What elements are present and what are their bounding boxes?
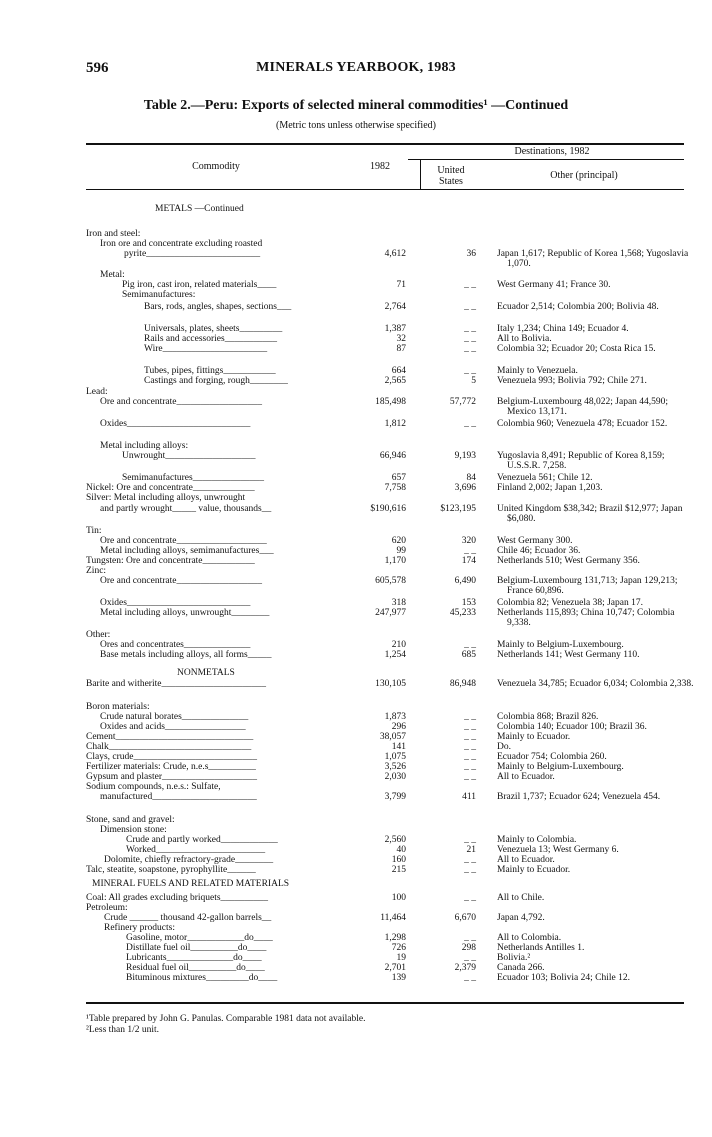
value-1982: 4,612	[384, 249, 406, 259]
commodity-label: Oxides__________________________	[100, 419, 251, 429]
value-other-destinations: Brazil 1,737; Ecuador 624; Venezuela 454.	[497, 792, 661, 802]
commodity-label: Pig iron, cast iron, related materials____	[122, 280, 277, 290]
value-other-destinations: Mainly to Ecuador.	[497, 865, 571, 875]
value-united-states: 9,193	[454, 451, 476, 461]
value-1982: 2,764	[384, 302, 406, 312]
value-1982: 215	[391, 865, 406, 875]
commodity-label: Residual fuel oil__________do____	[126, 963, 265, 973]
value-1982: 1,387	[384, 324, 406, 334]
commodity-label: Metal including alloys:	[100, 441, 189, 451]
value-other-destinations: Ecuador 103; Bolivia 24; Chile 12.	[497, 973, 630, 983]
value-other-destinations: United Kingdom $38,342; Brazil $12,977; Japan $6,080.	[497, 504, 683, 524]
value-1982: 99	[396, 546, 406, 556]
commodity-label: Ores and concentrates______________	[100, 640, 251, 650]
value-united-states: 685	[461, 650, 476, 660]
value-united-states: _ _	[464, 334, 476, 344]
value-united-states: 45,233	[449, 608, 476, 618]
commodity-label: Distillate fuel oil__________do____	[126, 943, 267, 953]
commodity-label: Cement_____________________________	[86, 732, 254, 742]
value-1982: 141	[391, 742, 406, 752]
commodity-label: Tin:	[86, 526, 102, 536]
commodity-label: Other:	[86, 630, 111, 640]
header-year: 1982	[370, 161, 390, 172]
value-united-states: 411	[462, 792, 476, 802]
value-1982: 657	[391, 473, 406, 483]
commodity-label: Universals, plates, sheets_________	[144, 324, 283, 334]
value-united-states: 153	[461, 598, 476, 608]
commodity-label: Worked_______________________	[126, 845, 266, 855]
value-other-destinations: Netherlands 510; West Germany 356.	[497, 556, 640, 566]
value-united-states: 174	[461, 556, 476, 566]
section-fuels: MINERAL FUELS AND RELATED MATERIALS	[92, 879, 290, 889]
value-other-destinations: Colombia 82; Venezuela 38; Japan 17.	[497, 598, 643, 608]
destinations-rule	[408, 159, 684, 160]
footnote-1: ¹Table prepared by John G. Panulas. Comparable 1981 data not available.	[86, 1014, 366, 1024]
value-other-destinations: Mainly to Colombia.	[497, 835, 577, 845]
value-united-states: _ _	[464, 752, 476, 762]
value-1982: 100	[391, 893, 406, 903]
value-other-destinations: Japan 4,792.	[497, 913, 545, 923]
value-other-destinations: All to Ecuador.	[497, 772, 555, 782]
value-1982: 40	[396, 845, 406, 855]
value-other-destinations: All to Chile.	[497, 893, 545, 903]
value-1982: 1,170	[384, 556, 406, 566]
value-other-destinations: Netherlands 141; West Germany 110.	[497, 650, 640, 660]
value-united-states: _ _	[464, 893, 476, 903]
commodity-label: Iron and steel:	[86, 229, 141, 239]
value-united-states: 2,379	[454, 963, 476, 973]
value-1982: $190,616	[370, 504, 406, 514]
commodity-label: Dimension stone:	[100, 825, 167, 835]
value-1982: 32	[396, 334, 406, 344]
value-united-states: 6,670	[454, 913, 476, 923]
value-other-destinations: Bolivia.²	[497, 953, 531, 963]
value-1982: 66,946	[379, 451, 406, 461]
commodity-label: and partly wrought_____ value, thousands__	[100, 504, 272, 514]
commodity-label: Chalk______________________________	[86, 742, 252, 752]
value-1982: 620	[391, 536, 406, 546]
commodity-label: Lubricants______________do____	[126, 953, 262, 963]
value-other-destinations: Ecuador 754; Colombia 260.	[497, 752, 607, 762]
commodity-label: Fertilizer materials: Crude, n.e.s__________	[86, 762, 256, 772]
value-1982: 11,464	[380, 913, 406, 923]
value-1982: 1,075	[384, 752, 406, 762]
value-other-destinations: Belgium-Luxembourg 48,022; Japan 44,590; Mexico 13,171.	[497, 397, 669, 417]
commodity-label: Semimanufactures:	[122, 290, 196, 300]
value-united-states: _ _	[464, 732, 476, 742]
value-united-states: _ _	[464, 953, 476, 963]
value-1982: 664	[391, 366, 406, 376]
commodity-label: Crude natural borates______________	[100, 712, 249, 722]
section-metals: METALS —Continued	[155, 204, 244, 214]
value-united-states: 3,696	[454, 483, 476, 493]
value-1982: 2,030	[384, 772, 406, 782]
value-united-states: _ _	[464, 742, 476, 752]
value-1982: 726	[391, 943, 406, 953]
value-other-destinations: Venezuela 561; Chile 12.	[497, 473, 593, 483]
commodity-label: Rails and accessories___________	[144, 334, 277, 344]
value-other-destinations: Mainly to Belgium-Luxembourg.	[497, 640, 624, 650]
commodity-label: Unwrought___________________	[122, 451, 256, 461]
value-1982: 2,701	[384, 963, 406, 973]
value-1982: 38,057	[379, 732, 406, 742]
commodity-label: Clays, crude__________________________	[86, 752, 257, 762]
value-1982: 185,498	[375, 397, 406, 407]
header-top-rule	[86, 143, 684, 145]
value-united-states: _ _	[464, 933, 476, 943]
value-1982: 139	[391, 973, 406, 983]
header-commodity: Commodity	[192, 161, 240, 172]
commodity-label: Coal: All grades excluding briquets__________	[86, 893, 269, 903]
value-united-states: 86,948	[449, 679, 476, 689]
value-other-destinations: West Germany 300.	[497, 536, 573, 546]
header-destinations: Destinations, 1982	[514, 146, 590, 157]
commodity-label: Talc, steatite, soapstone, pyrophyllite______	[86, 865, 256, 875]
value-united-states: 298	[461, 943, 476, 953]
value-united-states: 36	[466, 249, 476, 259]
value-other-destinations: Netherlands 115,893; China 10,747; Colombia 9,338.	[497, 608, 675, 628]
commodity-label: Crude ______ thousand 42-gallon barrels__	[104, 913, 272, 923]
commodity-label: Iron ore and concentrate excluding roasted	[100, 239, 263, 249]
value-united-states: _ _	[464, 546, 476, 556]
value-1982: 130,105	[375, 679, 406, 689]
table-title: Table 2.—Peru: Exports of selected mineral commodities¹ —Continued	[143, 98, 569, 113]
value-united-states: _ _	[464, 762, 476, 772]
value-1982: 3,799	[384, 792, 406, 802]
value-united-states: _ _	[464, 640, 476, 650]
value-united-states: _ _	[464, 324, 476, 334]
value-1982: 1,254	[384, 650, 406, 660]
commodity-label: Base metals including alloys, all forms_____	[100, 650, 272, 660]
value-united-states: _ _	[464, 302, 476, 312]
header-us-line2: States	[439, 176, 463, 187]
commodity-label: manufactured______________________	[100, 792, 257, 802]
commodity-label: Zinc:	[86, 566, 107, 576]
value-other-destinations: All to Colombia.	[497, 933, 562, 943]
value-other-destinations: Colombia 868; Brazil 826.	[497, 712, 599, 722]
value-other-destinations: Canada 266.	[497, 963, 545, 973]
value-united-states: $123,195	[440, 504, 476, 514]
value-1982: 296	[391, 722, 406, 732]
value-united-states: _ _	[464, 344, 476, 354]
table-bottom-rule	[86, 1002, 684, 1004]
value-1982: 318	[391, 598, 406, 608]
value-united-states: _ _	[464, 722, 476, 732]
header-us-line1: United	[437, 165, 465, 176]
commodity-label: Dolomite, chiefly refractory-grade________	[104, 855, 274, 865]
value-other-destinations: Venezuela 993; Bolivia 792; Chile 271.	[497, 376, 647, 386]
value-united-states: _ _	[464, 973, 476, 983]
value-1982: 3,526	[384, 762, 406, 772]
commodity-label: Refinery products:	[104, 923, 175, 933]
value-1982: 1,298	[384, 933, 406, 943]
commodity-label: Crude and partly worked____________	[126, 835, 278, 845]
value-united-states: 320	[461, 536, 476, 546]
value-other-destinations: Colombia 960; Venezuela 478; Ecuador 152.	[497, 419, 668, 429]
commodity-label: Sodium compounds, n.e.s.: Sulfate,	[86, 782, 221, 792]
value-united-states: _ _	[464, 419, 476, 429]
commodity-label: Metal including alloys, semimanufactures___	[100, 546, 274, 556]
commodity-label: Gypsum and plaster____________________	[86, 772, 257, 782]
value-united-states: _ _	[464, 865, 476, 875]
commodity-label: Ore and concentrate__________________	[100, 397, 262, 407]
value-1982: 247,977	[375, 608, 406, 618]
value-other-destinations: Chile 46; Ecuador 36.	[497, 546, 581, 556]
value-other-destinations: Do.	[497, 742, 511, 752]
value-1982: 19	[396, 953, 406, 963]
value-other-destinations: Netherlands Antilles 1.	[497, 943, 585, 953]
commodity-label: Gasoline, motor____________do____	[126, 933, 273, 943]
value-1982: 160	[391, 855, 406, 865]
commodity-label: Bituminous mixtures_________do____	[126, 973, 278, 983]
commodity-label: Petroleum:	[86, 903, 128, 913]
commodity-label: pyrite________________________	[124, 249, 261, 259]
page-number: 596	[86, 60, 109, 76]
value-1982: 7,758	[384, 483, 406, 493]
value-1982: 71	[396, 280, 406, 290]
commodity-label: Bars, rods, angles, shapes, sections___	[144, 302, 292, 312]
value-other-destinations: Japan 1,617; Republic of Korea 1,568; Yugoslavia 1,070.	[497, 249, 689, 269]
commodity-label: Silver: Metal including alloys, unwrought	[86, 493, 246, 503]
table-subtitle: (Metric tons unless otherwise specified)	[276, 120, 436, 131]
value-united-states: 84	[466, 473, 476, 483]
value-other-destinations: West Germany 41; France 30.	[497, 280, 611, 290]
commodity-label: Ore and concentrate__________________	[100, 576, 262, 586]
value-other-destinations: Ecuador 2,514; Colombia 200; Bolivia 48.	[497, 302, 659, 312]
commodity-label: Castings and forging, rough________	[144, 376, 288, 386]
value-1982: 1,873	[384, 712, 406, 722]
value-united-states: _ _	[464, 772, 476, 782]
value-united-states: _ _	[464, 855, 476, 865]
value-other-destinations: Finland 2,002; Japan 1,203.	[497, 483, 603, 493]
value-other-destinations: Colombia 32; Ecuador 20; Costa Rica 15.	[497, 344, 656, 354]
value-other-destinations: Belgium-Luxembourg 131,713; Japan 129,213; France 60,896.	[497, 576, 678, 596]
value-1982: 87	[396, 344, 406, 354]
commodity-label: Semimanufactures_______________	[122, 473, 264, 483]
header-united-states	[420, 165, 482, 187]
commodity-label: Oxides__________________________	[100, 598, 251, 608]
header-bottom-rule	[86, 189, 684, 190]
commodity-label: Wire______________________	[144, 344, 268, 354]
value-united-states: 5	[471, 376, 476, 386]
section-nonmetals: NONMETALS	[177, 668, 235, 678]
value-other-destinations: Yugoslavia 8,491; Republic of Korea 8,159; U.S.S.R. 7,258.	[497, 451, 665, 471]
commodity-label: Ore and concentrate___________________	[100, 536, 267, 546]
value-other-destinations: Venezuela 13; West Germany 6.	[497, 845, 619, 855]
commodity-label: Boron materials:	[86, 702, 150, 712]
value-united-states: _ _	[464, 366, 476, 376]
value-1982: 210	[391, 640, 406, 650]
value-1982: 2,560	[384, 835, 406, 845]
value-other-destinations: Mainly to Ecuador.	[497, 732, 571, 742]
value-united-states: 57,772	[449, 397, 476, 407]
value-united-states: _ _	[464, 280, 476, 290]
value-united-states: _ _	[464, 835, 476, 845]
commodity-label: Nickel: Ore and concentrate_____________	[86, 483, 255, 493]
value-other-destinations: Italy 1,234; China 149; Ecuador 4.	[497, 324, 629, 334]
value-other-destinations: All to Ecuador.	[497, 855, 555, 865]
commodity-label: Oxides and acids_________________	[100, 722, 246, 732]
value-other-destinations: Mainly to Venezuela.	[497, 366, 578, 376]
value-united-states: 21	[466, 845, 476, 855]
value-1982: 2,565	[384, 376, 406, 386]
footnote-2: ²Less than 1/2 unit.	[86, 1025, 160, 1035]
value-united-states: 6,490	[454, 576, 476, 586]
commodity-label: Lead:	[86, 387, 108, 397]
value-other-destinations: Venezuela 34,785; Ecuador 6,034; Colombia 2,338.	[497, 679, 694, 689]
value-united-states: _ _	[464, 712, 476, 722]
value-1982: 605,578	[375, 576, 406, 586]
commodity-label: Stone, sand and gravel:	[86, 815, 175, 825]
commodity-label: Tungsten: Ore and concentrate___________	[86, 556, 255, 566]
running-head: MINERALS YEARBOOK, 1983	[256, 60, 456, 75]
commodity-label: Barite and witherite______________________	[86, 679, 266, 689]
commodity-label: Metal including alloys, unwrought________	[100, 608, 270, 618]
commodity-label: Tubes, pipes, fittings___________	[144, 366, 276, 376]
value-other-destinations: All to Bolivia.	[497, 334, 552, 344]
value-other-destinations: Mainly to Belgium-Luxembourg.	[497, 762, 624, 772]
value-1982: 1,812	[384, 419, 406, 429]
commodity-label: Metal:	[100, 270, 125, 280]
header-other: Other (principal)	[550, 170, 618, 181]
value-other-destinations: Colombia 140; Ecuador 100; Brazil 36.	[497, 722, 647, 732]
